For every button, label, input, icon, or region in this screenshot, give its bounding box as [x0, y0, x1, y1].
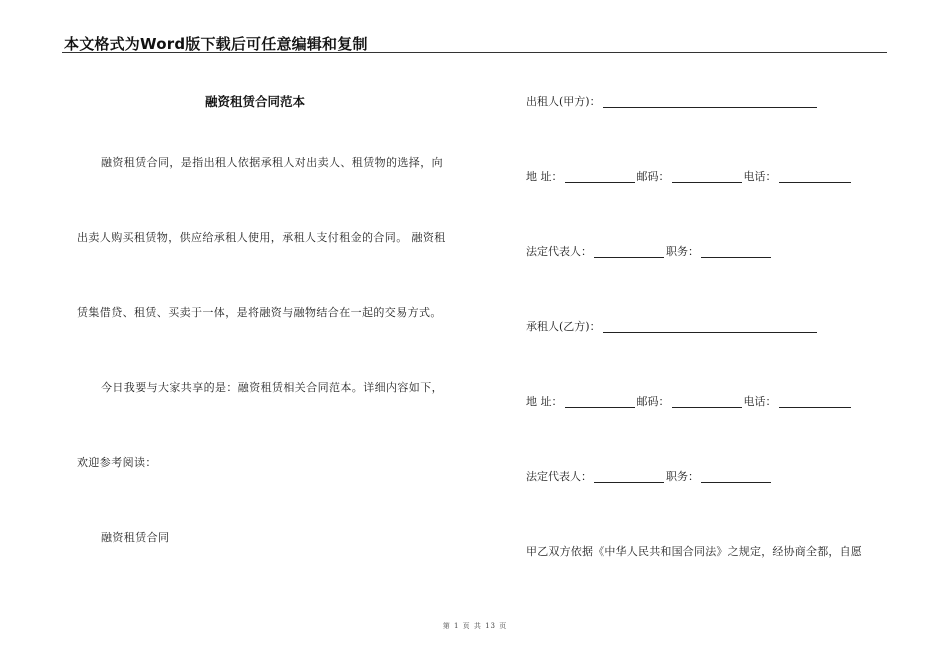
header-divider	[62, 52, 887, 53]
legal-rep-label: 法定代表人：	[526, 245, 592, 258]
address-blank[interactable]	[565, 170, 635, 183]
lessee-label: 承租人(乙方)：	[526, 320, 601, 333]
phone-label: 电话：	[743, 395, 777, 408]
postcode-blank[interactable]	[672, 395, 742, 408]
document-title: 融资租赁合同范本	[205, 94, 306, 109]
legal-rep-label: 法定代表人：	[526, 470, 592, 483]
lessee-legal-rep-line	[526, 468, 773, 484]
legal-rep-blank[interactable]	[594, 245, 664, 258]
lessor-legal-rep-line	[526, 243, 773, 259]
contract-subtitle: 融资租赁合同	[101, 531, 170, 544]
legal-rep-blank[interactable]	[594, 470, 664, 483]
lessor-blank[interactable]	[603, 95, 817, 108]
position-blank[interactable]	[701, 245, 771, 258]
phone-blank[interactable]	[779, 395, 851, 408]
page-number: 第 1 页 共 13 页	[442, 622, 508, 630]
closing-paragraph: 甲乙双方依据《中华人民共和国合同法》之规定，经协商全都，自愿	[526, 545, 862, 558]
lessee-line	[526, 318, 819, 334]
address-label: 地 址：	[526, 170, 563, 183]
paragraph-line-2: 出卖人购买租赁物，供应给承租人使用，承租人支付租金的合同。 融资租	[77, 231, 446, 244]
postcode-label: 邮码：	[636, 170, 670, 183]
lessor-address-line	[526, 168, 853, 184]
position-blank[interactable]	[701, 470, 771, 483]
lessor-line	[526, 93, 819, 109]
position-label: 职务：	[666, 470, 699, 483]
address-label: 地 址：	[526, 395, 563, 408]
document-header: 本文格式为Word版下载后可任意编辑和复制	[64, 35, 368, 53]
lessee-blank[interactable]	[603, 320, 817, 333]
address-blank[interactable]	[565, 395, 635, 408]
postcode-blank[interactable]	[672, 170, 742, 183]
postcode-label: 邮码：	[636, 395, 670, 408]
phone-label: 电话：	[743, 170, 777, 183]
paragraph-line-4: 今日我要与大家共享的是：融资租赁相关合同范本。详细内容如下，	[101, 381, 443, 394]
paragraph-line-5: 欢迎参考阅读：	[77, 456, 157, 469]
lessee-address-line	[526, 393, 853, 409]
paragraph-line-1: 融资租赁合同，是指出租人依据承租人对出卖人、租赁物的选择，向	[101, 156, 443, 169]
paragraph-line-3: 赁集借贷、租赁、买卖于一体，是将融资与融物结合在一起的交易方式。	[77, 306, 442, 319]
position-label: 职务：	[666, 245, 699, 258]
phone-blank[interactable]	[779, 170, 851, 183]
lessor-label: 出租人(甲方)：	[526, 95, 601, 108]
